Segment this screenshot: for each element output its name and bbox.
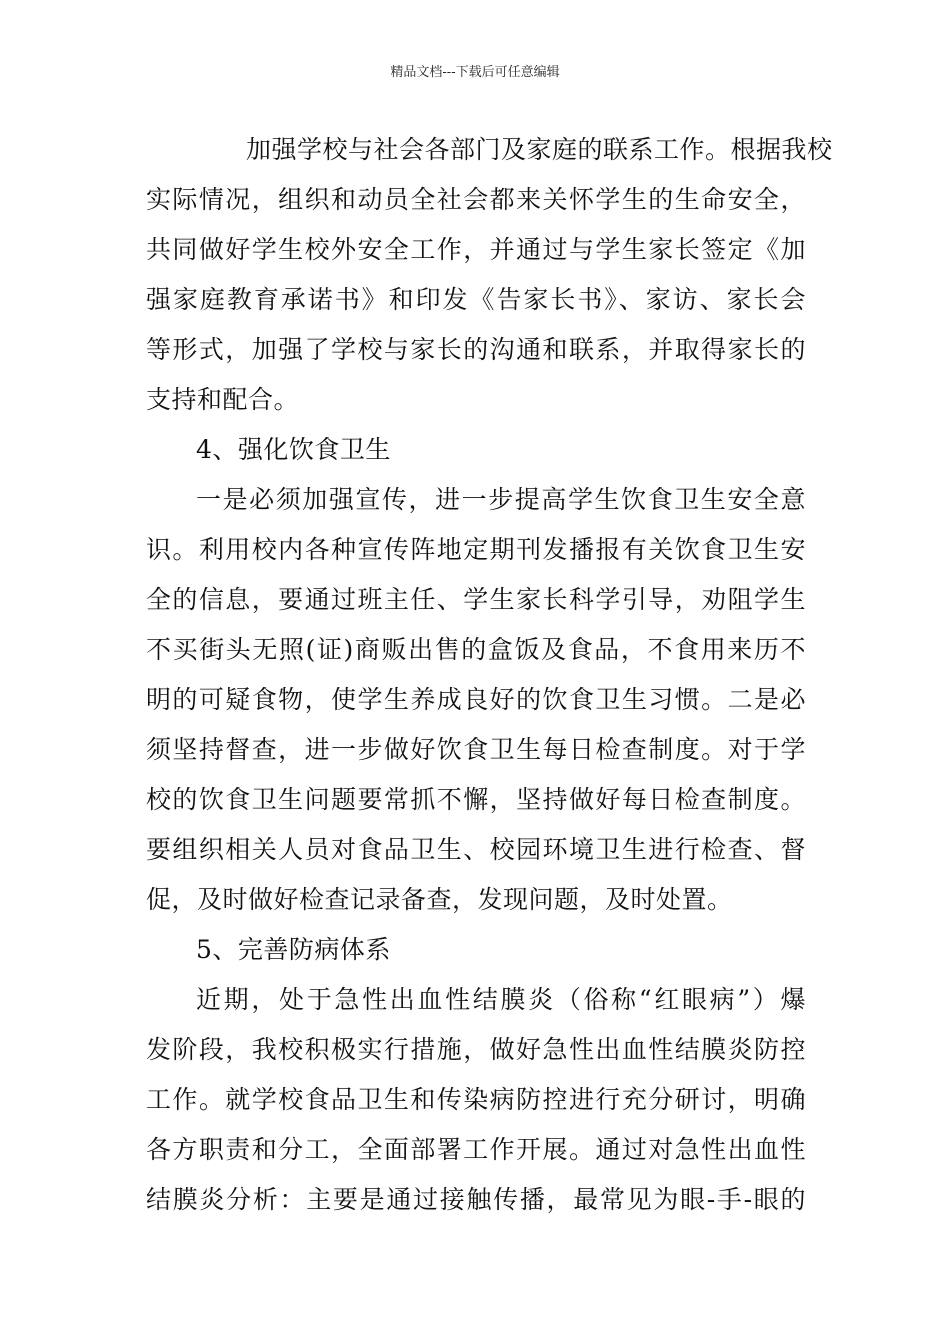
paragraph-food-hygiene	[146, 475, 806, 925]
text-line: 实际情况，组织和动员全社会都来关怀学生的生命安全，	[146, 185, 806, 214]
text-line: 促，及时做好检查记录备查，发现问题，及时处置。	[146, 885, 733, 914]
text-line: 强家庭教育承诺书》和印发《告家长书》、家访、家长会	[146, 285, 806, 314]
text-line: 明的可疑食物，使学生养成良好的饮食卫生习惯。二是必	[146, 685, 806, 714]
paragraph-school-family-contact	[146, 125, 833, 425]
text-line: 校的饮食卫生问题要常抓不懈，坚持做好每日检查制度。	[146, 785, 806, 814]
section-heading-5: 5、完善防病体系	[196, 935, 391, 964]
text-line: 支持和配合。	[146, 385, 300, 414]
text-line: 工作。就学校食品卫生和传染病防控进行充分研讨，明确	[146, 1085, 806, 1114]
text-line: 要组织相关人员对食品卫生、校园环境卫生进行检查、督	[146, 835, 806, 864]
text-line: 一是必须加强宣传，进一步提高学生饮食卫生安全意	[196, 485, 806, 514]
text-line: 等形式，加强了学校与家长的沟通和联系，并取得家长的	[146, 335, 806, 364]
text-line: 识。利用校内各种宣传阵地定期刊发播报有关饮食卫生安	[146, 535, 806, 564]
text-line: 共同做好学生校外安全工作，并通过与学生家长签定《加	[146, 235, 806, 264]
text-line: 加强学校与社会各部门及家庭的联系工作。根据我校	[246, 135, 833, 164]
section-heading-4: 4、强化饮食卫生	[196, 435, 391, 464]
text-line: 近期，处于急性出血性结膜炎（俗称“红眼病”）爆	[196, 985, 806, 1014]
text-line: 须坚持督查，进一步做好饮食卫生每日检查制度。对于学	[146, 735, 806, 764]
text-line: 不买街头无照(证)商贩出售的盒饭及食品，不食用来历不	[146, 635, 806, 664]
text-line: 全的信息，要通过班主任、学生家长科学引导，劝阻学生	[146, 585, 806, 614]
document-body	[146, 125, 833, 1225]
text-line: 发阶段，我校积极实行措施，做好急性出血性结膜炎防控	[146, 1035, 806, 1064]
paragraph-disease-prevention	[146, 975, 806, 1225]
text-line: 结膜炎分析：主要是通过接触传播，最常见为眼-手-眼的	[146, 1185, 806, 1214]
page-header: 精品文档---下载后可任意编辑	[390, 65, 560, 80]
text-line: 各方职责和分工，全面部署工作开展。通过对急性出血性	[146, 1135, 806, 1164]
